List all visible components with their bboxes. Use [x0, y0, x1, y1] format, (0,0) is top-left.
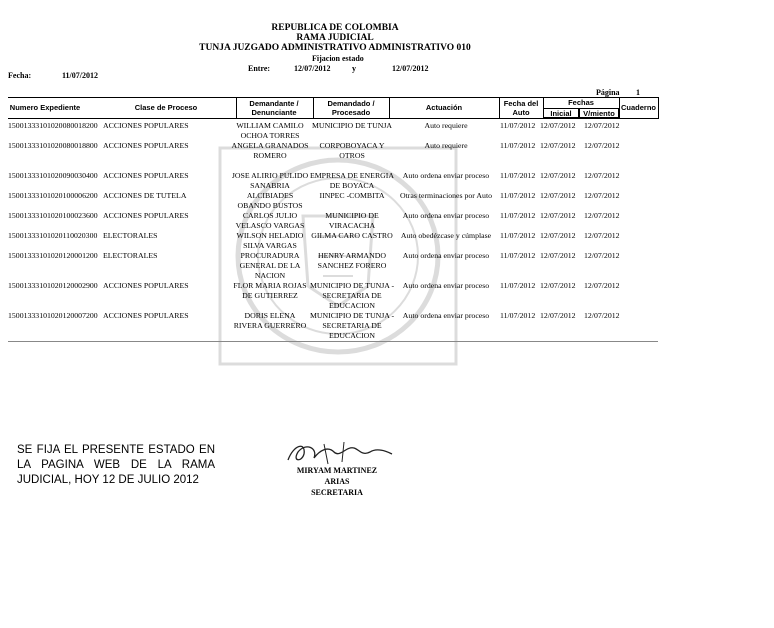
entre-y: y	[352, 64, 356, 73]
cell-fecha-inicial: 12/07/2012	[540, 141, 576, 150]
table-bottom-divider	[8, 341, 658, 342]
cell-clase-proceso: ELECTORALES	[103, 231, 158, 240]
cell-actuacion: Auto ordena enviar proceso	[402, 311, 490, 320]
cell-fecha-inicial: 12/07/2012	[540, 311, 576, 320]
cell-demandante: FLOR MARIA ROJAS DE GUTIERREZ	[233, 281, 307, 300]
cell-demandante: ALCIBIADES OBANDO BUSTOS	[237, 191, 303, 210]
col-actuacion: Actuación	[425, 103, 463, 112]
cell-fecha-inicial: 12/07/2012	[540, 191, 576, 200]
cell-fecha-inicial: 12/07/2012	[540, 121, 576, 130]
cell-numero-expediente: 15001333101020120007200	[8, 311, 98, 320]
col-demandado: Demandado / Procesado	[327, 98, 375, 117]
cell-actuacion: Otras terminaciones por Auto	[399, 191, 493, 200]
cell-demandado: EMPRESA DE ENERGIA DE BOYACA	[309, 171, 395, 190]
cell-demandado: MUNICIPIO DE VIRACACHA	[325, 211, 379, 230]
cell-numero-expediente: 15001333101020100006200	[8, 191, 98, 200]
cell-demandante: WILLIAM CAMILO OCHOA TORRES	[236, 121, 304, 140]
col-vencimiento: V/miento	[583, 108, 615, 118]
col-numero-expediente: Numero Expediente	[9, 103, 81, 112]
handwritten-signature	[284, 440, 396, 468]
cell-demandado: MUNICIPIO DE TUNJA - SECRETARIA DE EDUCACION	[309, 281, 395, 310]
cell-demandante: ANGELA GRANADOS ROMERO	[231, 141, 309, 160]
col-demandante: Demandante / Denunciante	[249, 98, 299, 117]
cell-fecha-vencimiento: 12/07/2012	[584, 311, 620, 320]
cell-actuacion: Auto requiere	[424, 121, 468, 130]
cell-actuacion: Auto ordena enviar proceso	[402, 251, 490, 260]
cell-fecha-auto: 11/07/2012	[500, 251, 536, 260]
cell-clase-proceso: ACCIONES POPULARES	[103, 171, 189, 180]
entre-from: 12/07/2012	[294, 64, 331, 73]
table-header	[8, 97, 658, 119]
signer-block	[287, 465, 387, 498]
cell-fecha-vencimiento: 12/07/2012	[584, 191, 620, 200]
cell-fecha-inicial: 12/07/2012	[540, 231, 576, 240]
fecha-label: Fecha:	[8, 71, 32, 80]
cell-demandante: DORIS ELENA RIVERA GUERRERO	[233, 311, 307, 330]
signer-title: SECRETARIA	[311, 488, 363, 497]
entre-label: Entre:	[248, 64, 271, 73]
cell-fecha-inicial: 12/07/2012	[540, 171, 576, 180]
header-juzgado: TUNJA JUZGADO ADMINISTRATIVO ADMINISTRATIVO 010	[199, 43, 471, 53]
cell-demandante: PROCURADURA GENERAL DE LA NACION	[239, 251, 301, 280]
cell-demandado: IINPEC -COMBITA	[319, 191, 385, 200]
cell-demandante: CARLOS JULIO VELASCO VARGAS	[235, 211, 305, 230]
cell-numero-expediente: 15001333101020120001200	[8, 251, 98, 260]
header-fijacion: Fijacion estado	[312, 54, 364, 63]
pagina-value: 1	[636, 88, 640, 97]
fecha-value: 11/07/2012	[62, 71, 99, 80]
cell-demandado: MUNICIPIO DE TUNJA - SECRETARIA DE EDUCACION	[309, 311, 395, 340]
header-rama: RAMA JUDICIAL	[296, 33, 374, 43]
cell-fecha-auto: 11/07/2012	[500, 191, 536, 200]
cell-fecha-auto: 11/07/2012	[500, 311, 536, 320]
cell-demandante: JOSE ALIRIO PULIDO SANABRIA	[231, 171, 309, 190]
cell-clase-proceso: ACCIONES POPULARES	[103, 281, 189, 290]
cell-fecha-vencimiento: 12/07/2012	[584, 281, 620, 290]
cell-numero-expediente: 15001333101020110020300	[8, 231, 98, 240]
cell-fecha-auto: 11/07/2012	[500, 171, 536, 180]
cell-fecha-auto: 11/07/2012	[500, 211, 536, 220]
cell-demandado: MUNICIPIO DE TUNJA	[312, 121, 392, 130]
cell-fecha-inicial: 12/07/2012	[540, 251, 576, 260]
cell-clase-proceso: ACCIONES POPULARES	[103, 121, 189, 130]
cell-actuacion: Auto ordena enviar proceso	[402, 171, 490, 180]
cell-fecha-vencimiento: 12/07/2012	[584, 171, 620, 180]
cell-fecha-vencimiento: 12/07/2012	[584, 251, 620, 260]
entre-to: 12/07/2012	[392, 64, 429, 73]
cell-numero-expediente: 15001333101020080018800	[8, 141, 98, 150]
col-clase-proceso: Clase de Proceso	[134, 103, 198, 112]
cell-actuacion: Auto obedézcase y cúmplase	[400, 231, 492, 240]
header-republica: REPUBLICA DE COLOMBIA	[271, 23, 399, 33]
cell-fecha-vencimiento: 12/07/2012	[584, 121, 620, 130]
col-inicial: Inicial	[550, 108, 572, 118]
cell-fecha-auto: 11/07/2012	[500, 141, 536, 150]
cell-fecha-inicial: 12/07/2012	[540, 211, 576, 220]
cell-fecha-auto: 11/07/2012	[500, 281, 536, 290]
cell-clase-proceso: ACCIONES DE TUTELA	[103, 191, 187, 200]
cell-actuacion: Auto ordena enviar proceso	[402, 281, 490, 290]
cell-fecha-vencimiento: 12/07/2012	[584, 231, 620, 240]
cell-clase-proceso: ACCIONES POPULARES	[103, 211, 189, 220]
cell-actuacion: Auto requiere	[424, 141, 468, 150]
cell-numero-expediente: 15001333101020080018200	[8, 121, 98, 130]
cell-fecha-vencimiento: 12/07/2012	[584, 211, 620, 220]
cell-numero-expediente: 15001333101020120002900	[8, 281, 98, 290]
col-fecha-auto: Fecha del Auto	[503, 98, 539, 117]
col-fechas: Fechas	[568, 98, 594, 107]
cell-demandado: CORPOBOYACA Y OTROS	[319, 141, 385, 160]
cell-clase-proceso: ACCIONES POPULARES	[103, 141, 189, 150]
cell-fecha-vencimiento: 12/07/2012	[584, 141, 620, 150]
cell-clase-proceso: ACCIONES POPULARES	[103, 311, 189, 320]
cell-clase-proceso: ELECTORALES	[103, 251, 158, 260]
fijacion-note: SE FIJA EL PRESENTE ESTADO EN LA PAGINA WEB DE LA RAMA JUDICIAL, HOY 12 DE JULIO 2012	[17, 444, 215, 486]
cell-demandado: GILMA CARO CASTRO	[311, 231, 393, 240]
cell-numero-expediente: 15001333101020090030400	[8, 171, 98, 180]
cell-fecha-inicial: 12/07/2012	[540, 281, 576, 290]
col-cuaderno: Cuaderno	[620, 103, 656, 112]
cell-fecha-auto: 11/07/2012	[500, 231, 536, 240]
cell-actuacion: Auto ordena enviar proceso	[402, 211, 490, 220]
cell-fecha-auto: 11/07/2012	[500, 121, 536, 130]
cell-numero-expediente: 15001333101020100023600	[8, 211, 98, 220]
signer-name: MIRYAM MARTINEZ ARIAS	[296, 466, 378, 486]
cell-demandante: WILSON HELADIO SILVA VARGAS	[236, 231, 304, 250]
pagina-label: Página	[596, 88, 620, 97]
cell-demandado: HENRY ARMANDO SANCHEZ FORERO	[317, 251, 387, 270]
